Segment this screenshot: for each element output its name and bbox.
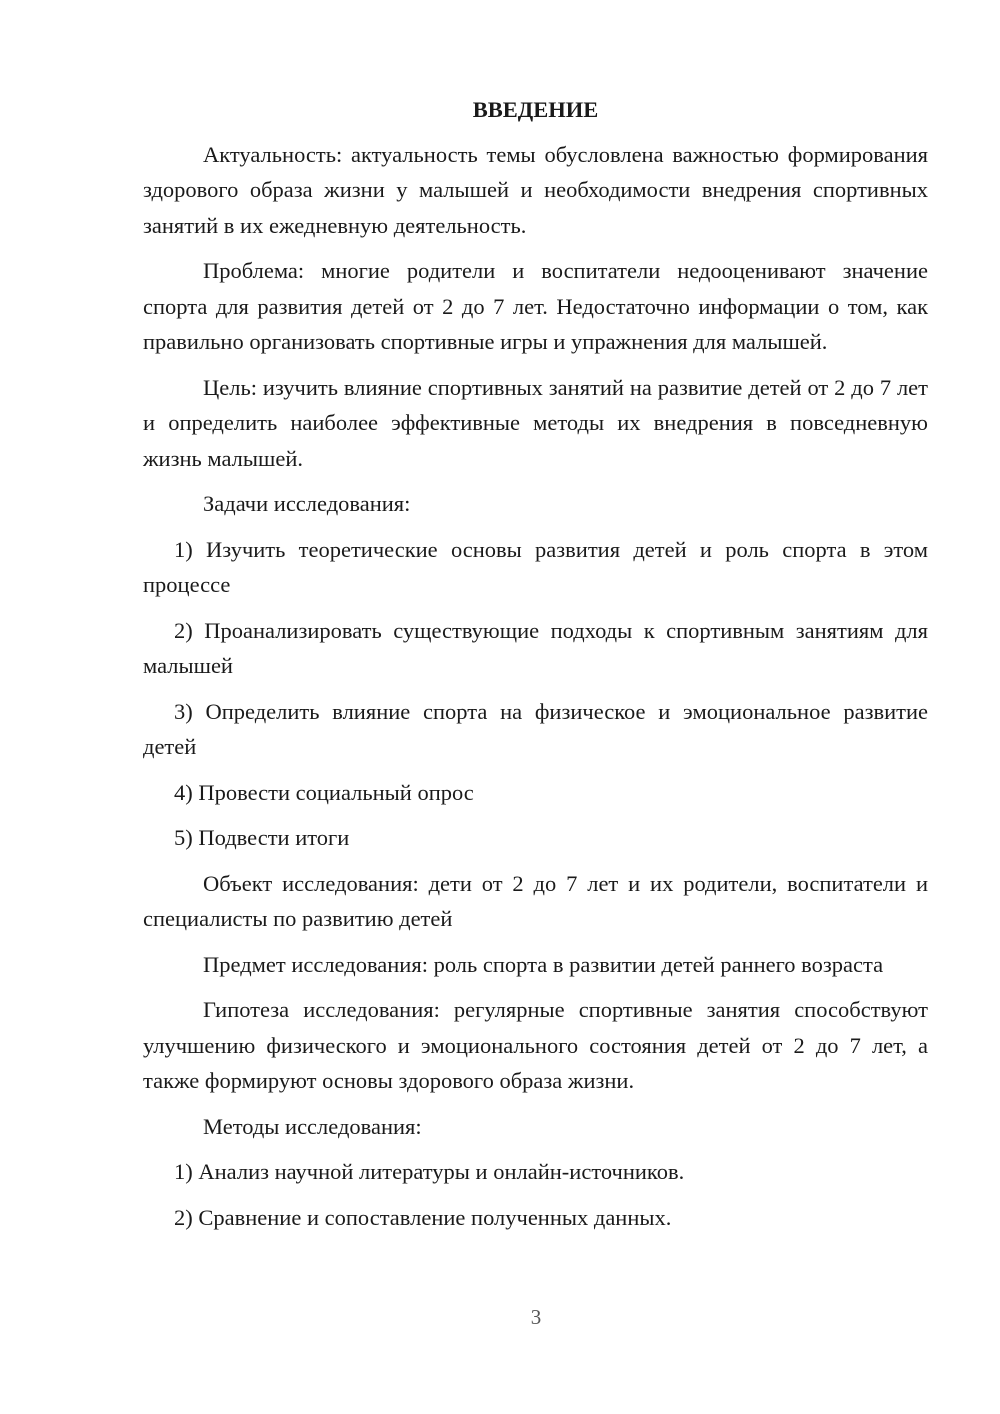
page-number: 3 xyxy=(530,1305,542,1329)
task-item: 2) Проанализировать существующие подходы к спортивным занятиям для малышей xyxy=(143,617,928,678)
section-heading: ВВЕДЕНИЕ xyxy=(472,97,599,122)
task-item: 5) Подвести итоги xyxy=(174,825,350,850)
methods-title: Методы исследования: xyxy=(203,1113,422,1139)
task-item: 4) Провести социальный опрос xyxy=(174,779,474,805)
hypothesis-paragraph: Гипотеза исследования: регулярные спортивные занятия способствуют улучшению физического и эмоционального состояния детей от 2 до 7 лет, а также формируют основы здорового образа жизни. xyxy=(143,997,928,1093)
subject-paragraph: Предмет исследования: роль спорта в развитии детей раннего возраста xyxy=(203,951,884,977)
page-content xyxy=(143,92,928,1245)
method-item: 2) Сравнение и сопоставление полученных данных. xyxy=(174,1204,672,1230)
relevance-paragraph: Актуальность: актуальность темы обусловлена важностью формирования здорового образа жизни у малышей и необходимости внедрения спортивных занятий в их ежедневную деятельность. xyxy=(143,141,928,238)
problem-paragraph: Проблема: многие родители и воспитатели недооценивают значение спорта для развития детей от 2 до 7 лет. Недостаточно информации о том, как правильно организовать спортивные игры и упражнения для малышей. xyxy=(143,258,928,354)
task-item: 3) Определить влияние спорта на физическое и эмоциональное развитие детей xyxy=(143,698,928,759)
tasks-title: Задачи исследования: xyxy=(203,491,411,516)
object-paragraph: Объект исследования: дети от 2 до 7 лет и их родители, воспитатели и специалисты по развитию детей xyxy=(143,870,928,931)
goal-paragraph: Цель: изучить влияние спортивных занятий на развитие детей от 2 до 7 лет и определить наиболее эффективные методы их внедрения в повседневную жизнь малышей. xyxy=(143,374,928,471)
method-item: 1) Анализ научной литературы и онлайн-источников. xyxy=(174,1159,685,1184)
task-item: 1) Изучить теоретические основы развития детей и роль спорта в этом процессе xyxy=(143,536,928,597)
